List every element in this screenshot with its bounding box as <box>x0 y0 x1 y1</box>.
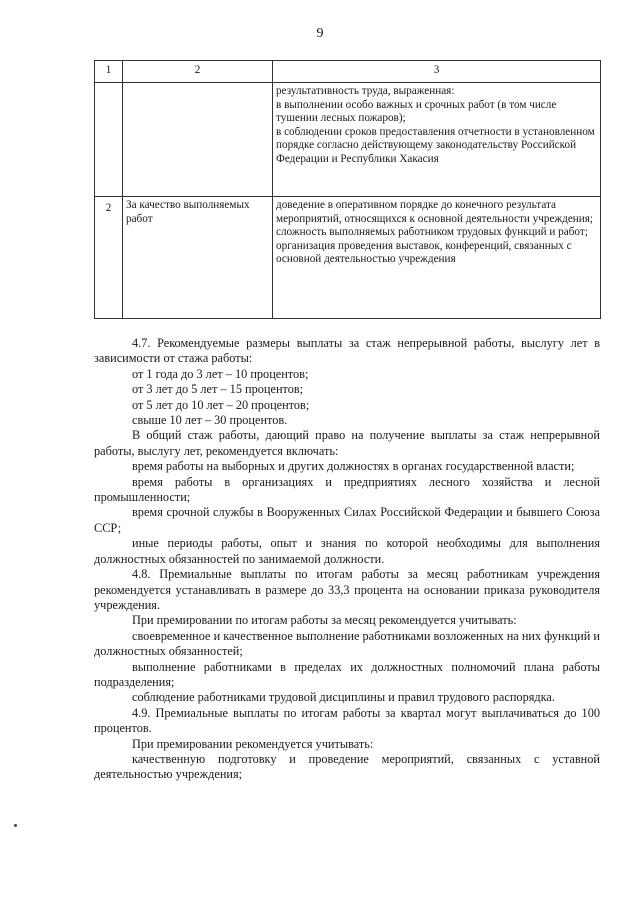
paragraph: от 5 лет до 10 лет – 20 процентов; <box>132 397 310 412</box>
paragraph: При премировании по итогам работы за месяц рекомендуется учитывать: <box>132 613 517 628</box>
document-body <box>94 336 600 783</box>
table-header-row <box>95 61 601 83</box>
row-indicators: результативность труда, выраженная: в выполнении особо важных и срочных работ (в том числе тушении лесных пожаров); в соблюдении сроков предоставления отчетности в установленном порядке согласно действующему законодательству Российской Федерации и Республики Хакасия <box>273 83 601 197</box>
paragraph: время работы на выборных и других должностях в органах государственной власти; <box>132 459 575 474</box>
paragraph: качественную подготовку и проведение мероприятий, связанных с уставной деятельностью учреждения; <box>94 751 600 782</box>
row-number <box>95 83 123 197</box>
paragraph: В общий стаж работы, дающий право на получение выплаты за стаж непрерывной работы, выслугу лет, рекомендуется включать: <box>94 428 600 458</box>
row-number: 2 <box>95 197 123 319</box>
row-criterion: За качество выполняемых работ <box>123 197 273 319</box>
paragraph: время срочной службы в Вооруженных Силах Российской Федерации и бывшего Союза ССР; <box>94 505 600 535</box>
row-indicators: доведение в оперативном порядке до конечного результата мероприятий, относящихся к основной деятельности учреждения; сложность выполняемых работником трудовых функций и работ; организация проведения выставок, конференций, связанных с основной деятельностью учреждения <box>273 197 601 319</box>
paragraph: от 1 года до 3 лет – 10 процентов; <box>132 366 309 381</box>
table-row <box>95 83 601 197</box>
page-number: 9 <box>316 26 324 41</box>
paragraph: время работы в организациях и предприятиях лесного хозяйства и лесной промышленности; <box>94 474 600 505</box>
table-header-cell: 1 <box>95 61 123 83</box>
paragraph: своевременное и качественное выполнение работниками возложенных на них функций и должностных обязанностей; <box>94 628 600 659</box>
paragraph: выполнение работниками в пределах их должностных полномочий плана работы подразделения; <box>94 659 600 689</box>
criteria-table <box>94 60 601 319</box>
paragraph: от 3 лет до 5 лет – 15 процентов; <box>132 382 304 397</box>
paragraph: 4.7. Рекомендуемые размеры выплаты за стаж непрерывной работы, выслугу лет в зависимости от стажа работы: <box>94 336 600 366</box>
row-criterion <box>123 83 273 197</box>
scan-artifact <box>14 824 17 827</box>
table-row <box>95 197 601 319</box>
paragraph: соблюдение работниками трудовой дисциплины и правил трудового распорядка. <box>132 690 555 705</box>
table-header-cell: 2 <box>123 61 273 83</box>
paragraph: 4.9. Премиальные выплаты по итогам работы за квартал могут выплачиваться до 100 процентов. <box>94 705 600 736</box>
paragraph: 4.8. Премиальные выплаты по итогам работы за месяц работникам учреждения рекомендуется устанавливать в размере до 33,3 процента на основании приказа руководителя учреждения. <box>94 567 600 612</box>
paragraph: свыше 10 лет – 30 процентов. <box>132 413 288 428</box>
table-header-cell: 3 <box>273 61 601 83</box>
paragraph: иные периоды работы, опыт и знания по которой необходимы для выполнения должностных обязанностей по занимаемой должности. <box>94 536 600 566</box>
paragraph: При премировании рекомендуется учитывать: <box>132 736 374 751</box>
